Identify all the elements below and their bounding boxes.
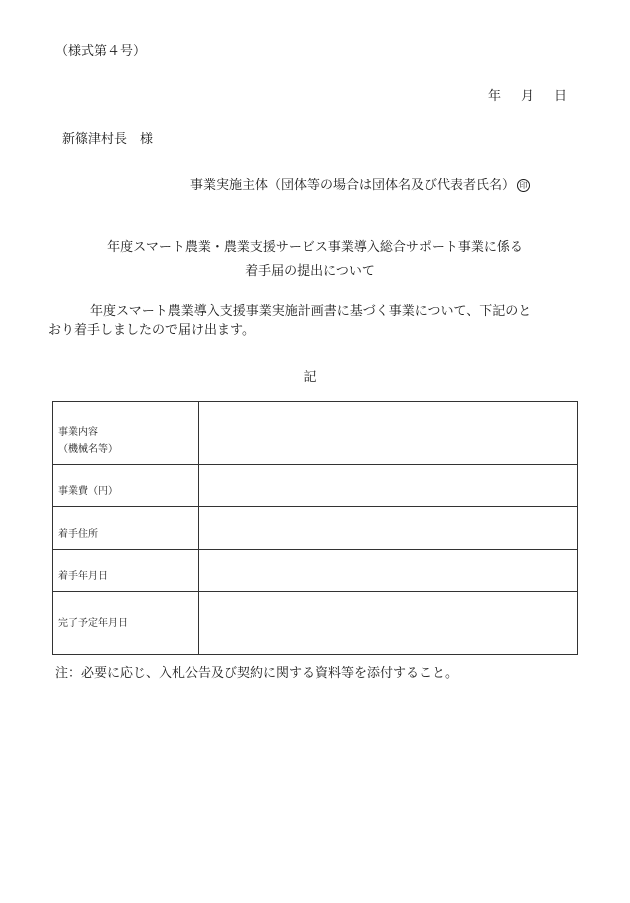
- row-value-cost[interactable]: [199, 465, 578, 507]
- row-label-cost: 事業費（円）: [53, 465, 199, 507]
- table-row: [53, 550, 578, 592]
- date-year: 年: [487, 89, 501, 104]
- row-label-content: 事業内容 （機械名等）: [53, 402, 199, 465]
- row-value-end-date[interactable]: [199, 592, 578, 655]
- table-row: [53, 402, 578, 465]
- date-day: 日: [553, 89, 567, 104]
- ki-heading: 記: [303, 370, 317, 385]
- table-row: [53, 465, 578, 507]
- row-value-content[interactable]: [199, 402, 578, 465]
- date-month: 月: [520, 89, 534, 104]
- body-paragraph: [48, 302, 588, 340]
- row-value-start-date[interactable]: [199, 550, 578, 592]
- document-title-line1: 年度スマート農業・農業支援サービス事業導入総合サポート事業に係る: [107, 240, 523, 255]
- row-label-address: 着手住所: [53, 507, 199, 550]
- table-row: [53, 507, 578, 550]
- footnote: 注：必要に応じ、入札公告及び契約に関する資料等を添付すること。: [55, 666, 459, 681]
- row-label-end-date: 完了予定年月日: [53, 592, 199, 655]
- addressee: 新篠津村長 様: [62, 132, 154, 147]
- body-line1: 年度スマート農業導入支援事業実施計画書に基づく事業について、下記のと: [90, 304, 532, 319]
- sender-line: [190, 174, 530, 193]
- row-value-address[interactable]: [199, 507, 578, 550]
- document-title-line2: 着手届の提出について: [245, 264, 375, 279]
- body-line2: おり着手しましたので届け出ます。: [48, 323, 255, 338]
- row-label-start-date: 着手年月日: [53, 550, 199, 592]
- date-line: [488, 85, 567, 104]
- form-number: （様式第４号）: [55, 44, 147, 59]
- table-row: [53, 592, 578, 655]
- sender-label: 事業実施主体（団体等の場合は団体名及び代表者氏名）: [190, 178, 516, 193]
- details-table: [52, 401, 578, 655]
- seal-mark: 印: [517, 179, 530, 192]
